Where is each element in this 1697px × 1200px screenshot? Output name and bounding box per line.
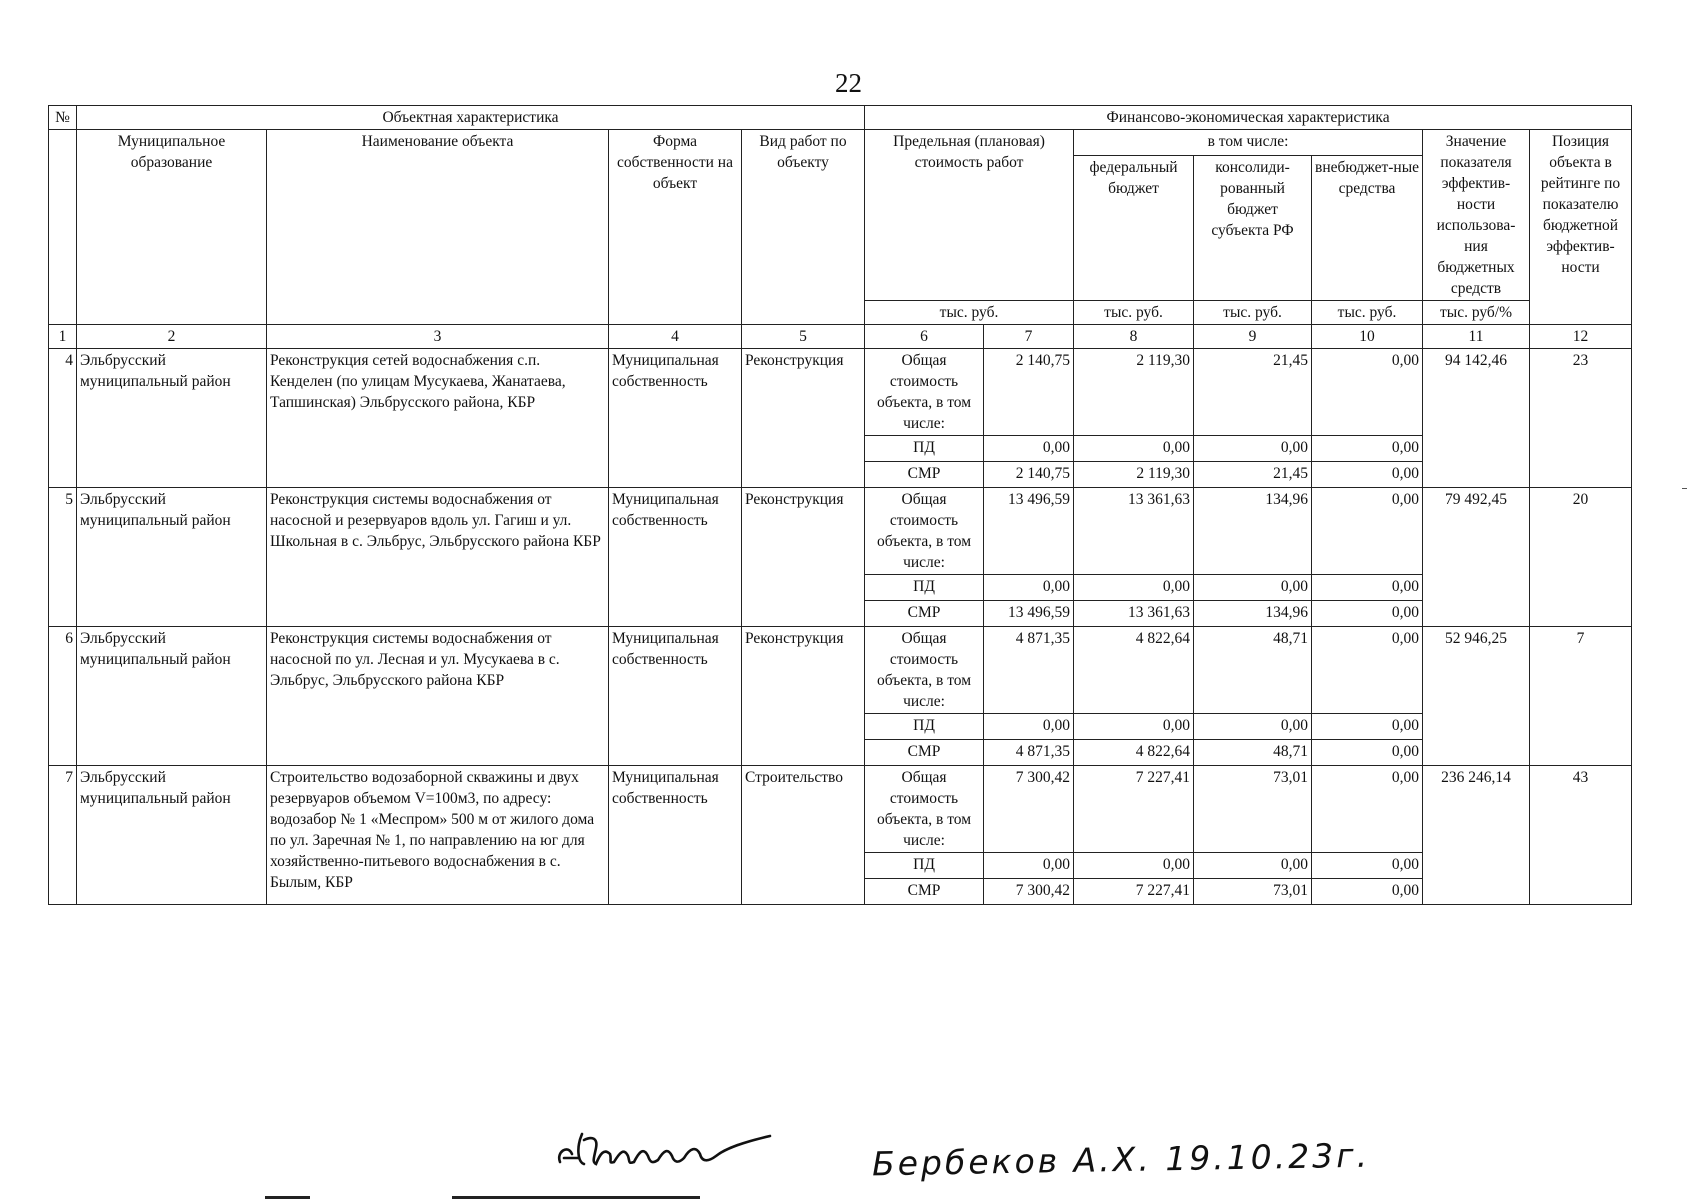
col-number: 7: [984, 325, 1074, 349]
unit-cost: тыс. руб.: [865, 301, 1074, 325]
cost-consolidated: 134,96: [1194, 601, 1312, 627]
row-rating: 23: [1530, 349, 1632, 488]
cost-label: ПД: [865, 575, 984, 601]
table-row: [49, 627, 1632, 714]
unit-extrabudget: тыс. руб.: [1312, 301, 1423, 325]
header-extrabudget: внебюджет-ные средства: [1312, 156, 1423, 301]
row-municipality: Эльбрусский муниципальный район: [77, 766, 267, 905]
cost-federal: 7 227,41: [1074, 766, 1194, 853]
cost-extrabudget: 0,00: [1312, 627, 1423, 714]
cost-consolidated: 73,01: [1194, 879, 1312, 905]
col-number: 8: [1074, 325, 1194, 349]
cost-label: Общая стоимость объекта, в том числе:: [865, 766, 984, 853]
unit-efficiency: тыс. руб/%: [1423, 301, 1530, 325]
cost-label: СМР: [865, 462, 984, 488]
cost-label: СМР: [865, 601, 984, 627]
page-number: 22: [835, 68, 862, 98]
cost-total: 4 871,35: [984, 627, 1074, 714]
cost-federal: 2 119,30: [1074, 349, 1194, 436]
col-number: 1: [49, 325, 77, 349]
header-municipality: Муниципальное образование: [77, 130, 267, 325]
col-number: 11: [1423, 325, 1530, 349]
cost-label: СМР: [865, 740, 984, 766]
header-object-group: Объектная характеристика: [77, 106, 865, 130]
cost-extrabudget: 0,00: [1312, 349, 1423, 436]
cost-total: 0,00: [984, 714, 1074, 740]
row-ownership: Муниципальная собственность: [609, 488, 742, 627]
row-ownership: Муниципальная собственность: [609, 766, 742, 905]
row-number: 7: [49, 766, 77, 905]
cost-extrabudget: 0,00: [1312, 601, 1423, 627]
cost-total: 0,00: [984, 436, 1074, 462]
cost-federal: 4 822,64: [1074, 627, 1194, 714]
cost-extrabudget: 0,00: [1312, 575, 1423, 601]
cost-total: 13 496,59: [984, 601, 1074, 627]
header-consolidated: консолиди-рованный бюджет субъекта РФ: [1194, 156, 1312, 301]
col-number: 12: [1530, 325, 1632, 349]
cost-consolidated: 48,71: [1194, 627, 1312, 714]
header-cost: Предельная (плановая) стоимость работ: [865, 130, 1074, 301]
header-efficiency: Значение показателя эффектив-ности использова-ния бюджетных средств: [1423, 130, 1530, 301]
row-number: 6: [49, 627, 77, 766]
col-number: 4: [609, 325, 742, 349]
cost-consolidated: 73,01: [1194, 766, 1312, 853]
cost-extrabudget: 0,00: [1312, 879, 1423, 905]
edge-line: [265, 1196, 310, 1199]
header-federal: федеральный бюджет: [1074, 156, 1194, 301]
row-municipality: Эльбрусский муниципальный район: [77, 488, 267, 627]
edge-mark: [1682, 488, 1687, 489]
row-efficiency: 79 492,45: [1423, 488, 1530, 627]
cost-extrabudget: 0,00: [1312, 488, 1423, 575]
row-rating: 7: [1530, 627, 1632, 766]
cost-federal: 4 822,64: [1074, 740, 1194, 766]
row-work-type: Реконструкция: [742, 349, 865, 488]
row-object-name: Реконструкция системы водоснабжения от насосной по ул. Лесная и ул. Мусукаева в с. Эльбрус, Эльбрусского района КБР: [267, 627, 609, 766]
row-ownership: Муниципальная собственность: [609, 349, 742, 488]
cost-consolidated: 0,00: [1194, 714, 1312, 740]
cost-consolidated: 0,00: [1194, 575, 1312, 601]
unit-federal: тыс. руб.: [1074, 301, 1194, 325]
cost-extrabudget: 0,00: [1312, 714, 1423, 740]
row-efficiency: 94 142,46: [1423, 349, 1530, 488]
cost-federal: 2 119,30: [1074, 462, 1194, 488]
row-number: 5: [49, 488, 77, 627]
row-municipality: Эльбрусский муниципальный район: [77, 627, 267, 766]
row-rating: 43: [1530, 766, 1632, 905]
row-municipality: Эльбрусский муниципальный район: [77, 349, 267, 488]
cost-total: 13 496,59: [984, 488, 1074, 575]
cost-label: Общая стоимость объекта, в том числе:: [865, 488, 984, 575]
cost-federal: 0,00: [1074, 853, 1194, 879]
cost-extrabudget: 0,00: [1312, 462, 1423, 488]
object-table: [48, 105, 1632, 905]
cost-federal: 13 361,63: [1074, 488, 1194, 575]
header-rating: Позиция объекта в рейтинге по показателю бюджетной эффектив-ности: [1530, 130, 1632, 325]
header-including: в том числе:: [1074, 130, 1423, 156]
col-number: 3: [267, 325, 609, 349]
cost-total: 7 300,42: [984, 766, 1074, 853]
cost-label: ПД: [865, 436, 984, 462]
cost-consolidated: 21,45: [1194, 462, 1312, 488]
cost-consolidated: 48,71: [1194, 740, 1312, 766]
header-num: №: [49, 106, 77, 130]
handwritten-note: Бербеков А.Х. 19.10.23г.: [871, 1135, 1371, 1184]
cost-extrabudget: 0,00: [1312, 766, 1423, 853]
header-ownership: Форма собственности на объект: [609, 130, 742, 325]
cost-consolidated: 21,45: [1194, 349, 1312, 436]
cost-label: Общая стоимость объекта, в том числе:: [865, 349, 984, 436]
table-row: [49, 349, 1632, 436]
cost-label: ПД: [865, 853, 984, 879]
unit-consolidated: тыс. руб.: [1194, 301, 1312, 325]
cost-federal: 0,00: [1074, 714, 1194, 740]
row-object-name: Реконструкция сетей водоснабжения с.п. Кенделен (по улицам Мусукаева, Жанатаева, Тапшинская) Эльбрусского района, КБР: [267, 349, 609, 488]
col-number: 2: [77, 325, 267, 349]
cost-total: 0,00: [984, 575, 1074, 601]
row-rating: 20: [1530, 488, 1632, 627]
cost-total: 0,00: [984, 853, 1074, 879]
row-object-name: Строительство водозаборной скважины и двух резервуаров объемом V=100м3, по адресу: водозабор № 1 «Меспром» 500 м от жилого дома по ул. Заречная № 1, по направлению на юг для хозяйственно-питьевого водоснабжения в с. Былым, КБР: [267, 766, 609, 905]
col-number: 10: [1312, 325, 1423, 349]
row-work-type: Строительство: [742, 766, 865, 905]
row-efficiency: 52 946,25: [1423, 627, 1530, 766]
row-work-type: Реконструкция: [742, 627, 865, 766]
cost-total: 2 140,75: [984, 349, 1074, 436]
row-work-type: Реконструкция: [742, 488, 865, 627]
cost-consolidated: 0,00: [1194, 436, 1312, 462]
col-number: 9: [1194, 325, 1312, 349]
column-numbers-row: [49, 325, 1632, 349]
cost-extrabudget: 0,00: [1312, 853, 1423, 879]
header-object-name: Наименование объекта: [267, 130, 609, 325]
header-finance-group: Финансово-экономическая характеристика: [865, 106, 1632, 130]
cost-extrabudget: 0,00: [1312, 436, 1423, 462]
cost-total: 4 871,35: [984, 740, 1074, 766]
cost-consolidated: 134,96: [1194, 488, 1312, 575]
row-efficiency: 236 246,14: [1423, 766, 1530, 905]
cost-label: Общая стоимость объекта, в том числе:: [865, 627, 984, 714]
edge-line: [452, 1196, 700, 1199]
row-number: 4: [49, 349, 77, 488]
table-row: [49, 488, 1632, 575]
cost-federal: 0,00: [1074, 436, 1194, 462]
cost-total: 2 140,75: [984, 462, 1074, 488]
cost-federal: 0,00: [1074, 575, 1194, 601]
row-ownership: Муниципальная собственность: [609, 627, 742, 766]
cost-total: 7 300,42: [984, 879, 1074, 905]
row-object-name: Реконструкция системы водоснабжения от насосной и резервуаров вдоль ул. Гагиш и ул. Школьная в с. Эльбрус, Эльбрусского района КБР: [267, 488, 609, 627]
cost-federal: 7 227,41: [1074, 879, 1194, 905]
header-num-blank: [49, 130, 77, 325]
table-row: [49, 766, 1632, 853]
col-number: 6: [865, 325, 984, 349]
signature: [548, 1118, 778, 1180]
cost-consolidated: 0,00: [1194, 853, 1312, 879]
col-number: 5: [742, 325, 865, 349]
cost-label: СМР: [865, 879, 984, 905]
cost-label: ПД: [865, 714, 984, 740]
cost-extrabudget: 0,00: [1312, 740, 1423, 766]
cost-federal: 13 361,63: [1074, 601, 1194, 627]
header-work-type: Вид работ по объекту: [742, 130, 865, 325]
